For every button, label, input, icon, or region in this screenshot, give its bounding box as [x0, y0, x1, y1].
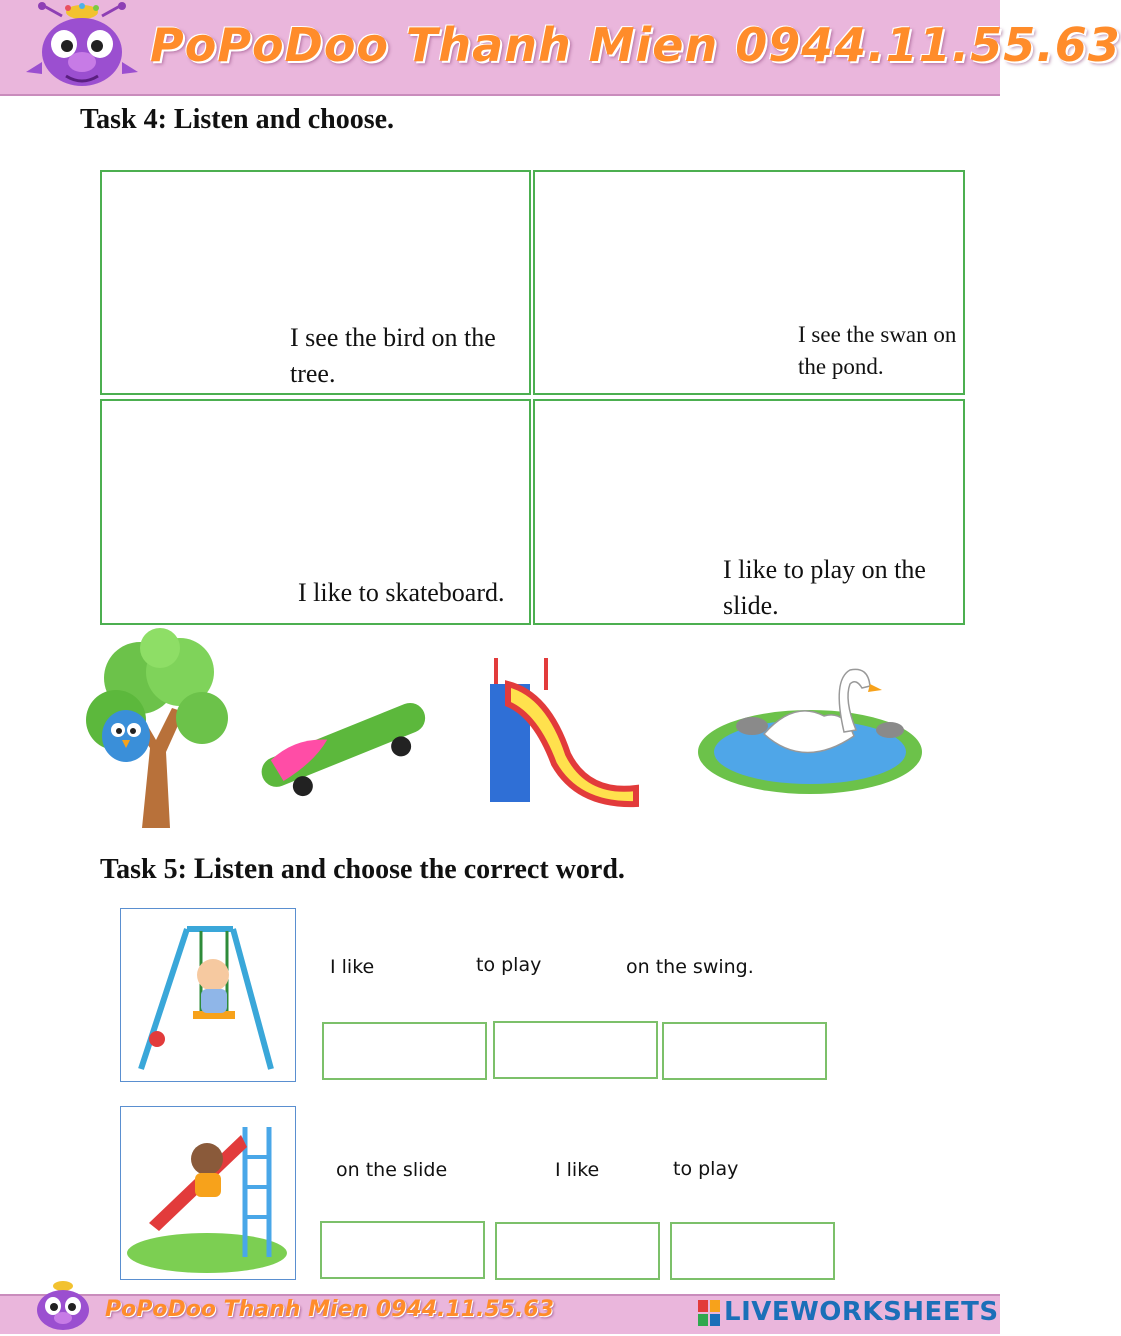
- row2-answer-box-3[interactable]: [670, 1222, 835, 1280]
- footer-mascot-logo: [28, 1278, 98, 1332]
- slide-picture: [120, 1106, 296, 1280]
- row2-word-1: on the slide: [336, 1159, 448, 1181]
- row1-answer-box-3[interactable]: [662, 1022, 827, 1080]
- row2-answer-box-1[interactable]: [320, 1221, 485, 1279]
- sentence-swan: I see the swan on the pond.: [798, 322, 957, 379]
- row1-answer-box-2[interactable]: [493, 1021, 658, 1079]
- liveworksheets-logo-text: LIVEWORKSHEETS: [724, 1297, 999, 1327]
- row1-word-1: I like: [330, 956, 375, 978]
- row1-answer-box-1[interactable]: [322, 1022, 487, 1080]
- task5-title: [100, 852, 625, 886]
- footer-brand: PoPoDoo Thanh Mien 0944.11.55.63: [105, 1297, 554, 1322]
- swan-pond-image[interactable]: [694, 660, 926, 800]
- task5-title-prefix: Task 5:: [100, 854, 194, 885]
- liveworksheets-logo-icon: [698, 1300, 720, 1326]
- sentence-bird: I see the bird on the tree.: [290, 323, 496, 388]
- sentence-slide: I like to play on the slide.: [723, 555, 926, 620]
- swing-picture: [120, 908, 296, 1082]
- bird-tree-image[interactable]: [80, 628, 232, 828]
- sentence-skateboard: I like to skateboard.: [298, 578, 505, 607]
- row2-word-3: to play: [673, 1158, 739, 1180]
- mascot-logo: [22, 2, 142, 94]
- task5-title-word: Listen: [193, 852, 274, 885]
- skateboard-image[interactable]: [250, 690, 436, 798]
- task4-title: Task 4: Listen and choose.: [80, 104, 395, 135]
- row1-word-2: to play: [476, 954, 542, 976]
- task5-title-rest: and choose the correct word.: [273, 854, 625, 885]
- row2-answer-box-2[interactable]: [495, 1222, 660, 1280]
- header-brand: PoPoDoo Thanh Mien 0944.11.55.63: [150, 18, 1121, 72]
- slide-image[interactable]: [488, 654, 638, 806]
- row1-word-3: on the swing.: [626, 956, 754, 978]
- row2-word-2: I like: [555, 1159, 600, 1181]
